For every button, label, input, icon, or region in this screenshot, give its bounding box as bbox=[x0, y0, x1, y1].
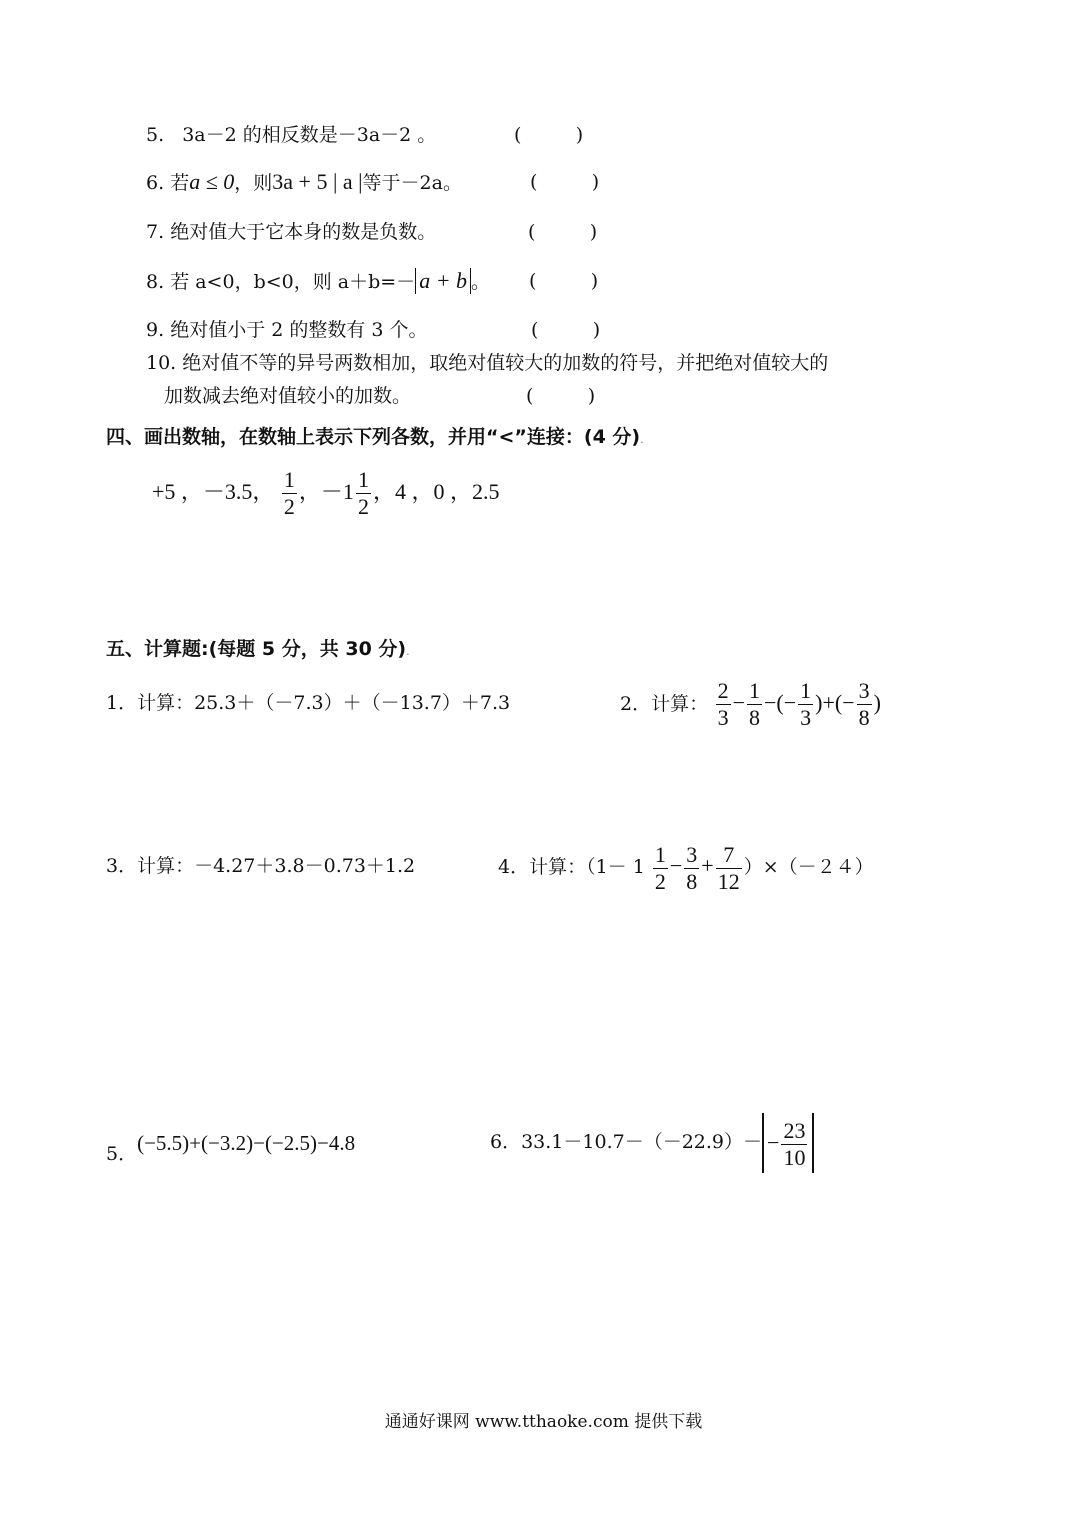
q5-number: 5. bbox=[146, 124, 165, 146]
p2-fraction-2 bbox=[747, 678, 762, 731]
fraction-one-half bbox=[282, 467, 297, 520]
p6-expression: 33.1－10.7－（－22.9）－ bbox=[521, 1131, 763, 1153]
section-5-title bbox=[106, 636, 410, 665]
section-5-title-text: 五、计算题:(每题 5 分，共 30 分) bbox=[106, 638, 407, 660]
q8-pre: 若 a<0，b<0，则 a＋b=－ bbox=[170, 271, 416, 293]
q9-number: 9. bbox=[146, 319, 165, 341]
fraction-numerator: 1 bbox=[357, 467, 369, 493]
p2-op2: −(− bbox=[764, 690, 797, 715]
q9-answer-blank[interactable]: ( ) bbox=[531, 319, 601, 341]
fraction-numerator: 1 bbox=[800, 678, 812, 704]
q6-expression: 3a + 5 | a | bbox=[272, 169, 363, 194]
section-4-dot: . bbox=[640, 433, 644, 446]
problem-6 bbox=[490, 1112, 814, 1173]
p4-open: （1－ 1 bbox=[586, 856, 645, 878]
section-4-title-text: 四、画出数轴，在数轴上表示下列各数，并用“<”连接：(4 分) bbox=[106, 426, 641, 448]
p2-fraction-1 bbox=[716, 678, 731, 731]
p3-expression: －4.27＋3.8－0.73＋1.2 bbox=[194, 855, 416, 877]
number-list-c: ，4 ，0 ，2.5 bbox=[372, 479, 500, 504]
problem-2 bbox=[620, 676, 881, 731]
q6-post: 等于－2a。 bbox=[362, 172, 462, 194]
q10-number: 10. bbox=[146, 352, 177, 374]
q5-text: 3a－2 的相反数是－3a－2 。 bbox=[182, 124, 437, 146]
question-10 bbox=[146, 350, 828, 376]
fraction-denominator: 2 bbox=[283, 494, 295, 520]
problem-1 bbox=[106, 690, 510, 716]
q10-answer-blank[interactable]: ( ) bbox=[526, 385, 596, 407]
fraction-numerator: 1 bbox=[283, 467, 295, 493]
fraction-numerator: 1 bbox=[749, 678, 761, 704]
q9-text: 绝对值小于 2 的整数有 3 个。 bbox=[170, 319, 428, 341]
q6-pre: 若 bbox=[170, 172, 190, 194]
fraction-denominator: 3 bbox=[800, 705, 812, 731]
fraction-denominator: 2 bbox=[654, 868, 666, 894]
section-4-numbers bbox=[152, 466, 499, 520]
q6-condition: a ≤ 0 bbox=[189, 169, 235, 194]
question-9 bbox=[146, 317, 428, 343]
p2-label: 2．计算： bbox=[620, 693, 709, 715]
fraction-numerator: 1 bbox=[654, 841, 666, 867]
p2-fraction-4 bbox=[857, 678, 872, 731]
question-10-continued bbox=[164, 383, 411, 409]
p4-fraction-2 bbox=[684, 842, 699, 895]
p4-close: ）×（－２４） bbox=[743, 856, 874, 878]
q7-number: 7. bbox=[146, 221, 165, 243]
fraction-denominator: 8 bbox=[686, 868, 698, 894]
fraction-numerator: 23 bbox=[783, 1118, 806, 1144]
p4-label: 4．计算： bbox=[498, 856, 587, 878]
q6-mid: ，则 bbox=[234, 172, 273, 194]
q10-line1: 绝对值不等的异号两数相加，取绝对值较大的加数的符号，并把绝对值较大的 bbox=[182, 352, 829, 374]
p5-label: 5． bbox=[106, 1143, 138, 1165]
footer-source: 通通好课网 www.tthaoke.com 提供下载 bbox=[384, 1412, 703, 1432]
fraction-denominator: 12 bbox=[717, 868, 740, 894]
p6-fraction bbox=[781, 1118, 807, 1171]
problem-5 bbox=[106, 1128, 355, 1179]
fraction-numerator: 7 bbox=[716, 842, 742, 869]
section-5-dot: . bbox=[406, 645, 410, 658]
q8-answer-blank[interactable]: ( ) bbox=[529, 270, 599, 292]
number-list-b: ，－1 bbox=[298, 479, 354, 504]
fraction-mixed-half bbox=[356, 467, 371, 520]
p6-neg: − bbox=[767, 1130, 780, 1155]
p2-op3: )+(− bbox=[815, 690, 855, 715]
q8-number: 8. bbox=[146, 271, 165, 293]
p4-op2: + bbox=[701, 853, 714, 878]
question-6 bbox=[146, 169, 462, 196]
question-5 bbox=[146, 122, 436, 148]
problem-4 bbox=[498, 838, 874, 895]
p2-op4: ) bbox=[873, 690, 881, 715]
q7-answer-blank[interactable]: ( ) bbox=[528, 221, 598, 243]
p4-fraction-1 bbox=[653, 842, 668, 895]
problem-3 bbox=[106, 853, 415, 879]
p6-absolute-value bbox=[762, 1113, 814, 1173]
p3-label: 3．计算： bbox=[106, 855, 195, 877]
question-8 bbox=[146, 268, 490, 295]
p1-expression: 25.3＋（－7.3）＋（－13.7）＋7.3 bbox=[194, 692, 511, 714]
section-4-title bbox=[106, 424, 644, 453]
q10-line2: 加数减去绝对值较小的加数。 bbox=[164, 385, 412, 407]
q8-absolute-value: a + b bbox=[415, 268, 471, 294]
fraction-numerator: 3 bbox=[858, 678, 870, 704]
fraction-numerator: 2 bbox=[717, 678, 729, 704]
p1-label: 1．计算： bbox=[106, 692, 195, 714]
p2-op1: − bbox=[732, 690, 746, 715]
fraction-denominator: 8 bbox=[858, 705, 870, 731]
q8-post: 。 bbox=[471, 271, 491, 293]
q5-answer-blank[interactable]: ( ) bbox=[514, 124, 584, 146]
p4-fraction-3 bbox=[716, 842, 742, 895]
question-7 bbox=[146, 219, 436, 245]
p2-fraction-3 bbox=[798, 678, 813, 731]
p6-label: 6． bbox=[490, 1131, 522, 1153]
p4-op1: − bbox=[669, 853, 683, 878]
q7-text: 绝对值大于它本身的数是负数。 bbox=[170, 221, 437, 243]
p5-expression: (−5.5)+(−3.2)−(−2.5)−4.8 bbox=[137, 1131, 356, 1155]
number-list-a: +5 ，－3.5， bbox=[152, 479, 275, 504]
fraction-denominator: 8 bbox=[749, 705, 761, 731]
q6-number: 6. bbox=[146, 172, 165, 194]
fraction-denominator: 3 bbox=[717, 705, 729, 731]
fraction-numerator: 3 bbox=[686, 841, 698, 867]
fraction-denominator: 2 bbox=[357, 494, 369, 520]
q6-answer-blank[interactable]: ( ) bbox=[530, 171, 600, 193]
fraction-denominator: 10 bbox=[783, 1145, 806, 1171]
